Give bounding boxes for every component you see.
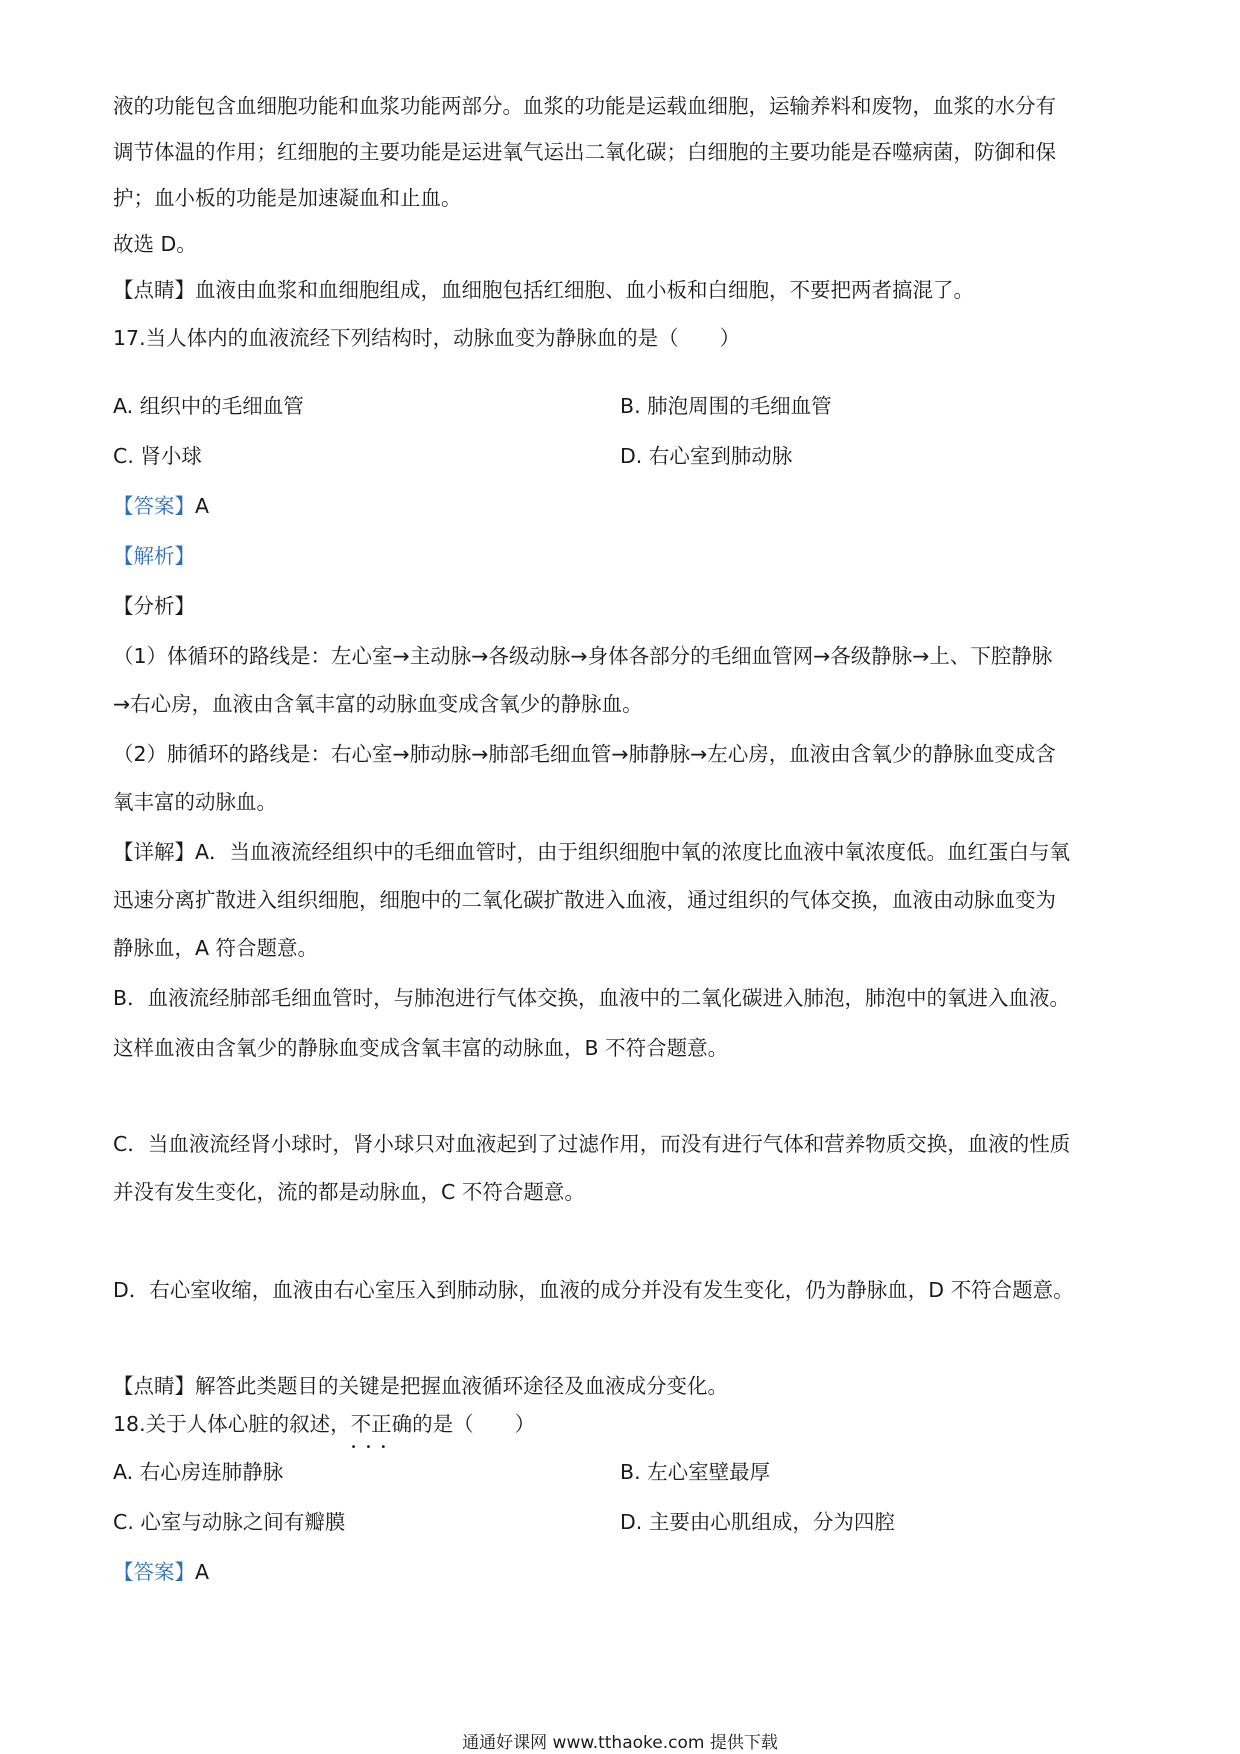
answer-tag: 【答案】 (113, 494, 195, 518)
text-line: 液的功能包含血细胞功能和血浆功能两部分。血浆的功能是运载血细胞，运输养料和废物，血浆的水分有 (113, 94, 1056, 118)
emphasis-word: 不正确 (350, 1412, 413, 1436)
question-17: 17.当人体内的血液流经下列结构时，动脉血变为静脉血的是（ ） (113, 326, 741, 350)
analysis-tag: 【解析】 (113, 544, 195, 568)
option-17-b: B. 肺泡周围的毛细血管 (620, 394, 832, 418)
fenxi-tag: 【分析】 (113, 594, 195, 618)
answer-17 (113, 492, 209, 520)
option-17-d: D. 右心室到肺动脉 (620, 444, 793, 468)
comment-line: 【点睛】血液由血浆和血细胞组成，血细胞包括红细胞、血小板和白细胞，不要把两者搞混了。 (113, 278, 974, 302)
option-18-c: C. 心室与动脉之间有瓣膜 (113, 1510, 346, 1534)
option-17-a: A. 组织中的毛细血管 (113, 394, 304, 418)
text-line: B．血液流经肺部毛细血管时，与肺泡进行气体交换，血液中的二氧化碳进入肺泡，肺泡中的氧进入血液。 (113, 986, 1071, 1010)
answer-18 (113, 1558, 209, 1586)
emphasis-dots: ••• (350, 1442, 396, 1453)
text-line: 静脉血，A 符合题意。 (113, 936, 319, 960)
text-line: （2）肺循环的路线是：右心室→肺动脉→肺部毛细血管→肺静脉→左心房，血液由含氧少的静脉血变成含 (113, 742, 1056, 766)
emphasis-text (350, 1412, 413, 1453)
option-18-a: A. 右心房连肺静脉 (113, 1460, 284, 1484)
answer-value: A (195, 1560, 210, 1584)
comment-line: 【点睛】解答此类题目的关键是把握血液循环途径及血液成分变化。 (113, 1374, 728, 1398)
text-line: 这样血液由含氧少的静脉血变成含氧丰富的动脉血，B 不符合题意。 (113, 1036, 729, 1060)
text-line: D．右心室收缩，血液由右心室压入到肺动脉，血液的成分并没有发生变化，仍为静脉血，D 不符合题意。 (113, 1278, 1074, 1302)
question-18 (113, 1410, 536, 1453)
question-18-prefix: 18.关于人体心脏的叙述， (113, 1412, 351, 1436)
option-18-b: B. 左心室壁最厚 (620, 1460, 771, 1484)
page-footer: 通通好课网 www.tthaoke.com 提供下载 (462, 1733, 778, 1753)
option-18-d: D. 主要由心肌组成，分为四腔 (620, 1510, 895, 1534)
text-line: （1）体循环的路线是：左心室→主动脉→各级动脉→身体各部分的毛细血管网→各级静脉→上、下腔静脉 (113, 644, 1053, 668)
text-line: 氧丰富的动脉血。 (113, 790, 277, 814)
question-18-suffix: 的是（ ） (412, 1412, 536, 1436)
text-line: 迅速分离扩散进入组织细胞，细胞中的二氧化碳扩散进入血液，通过组织的气体交换，血液由动脉血变为 (113, 888, 1056, 912)
text-line: →右心房，血液由含氧丰富的动脉血变成含氧少的静脉血。 (113, 692, 643, 716)
answer-value: A (195, 494, 210, 518)
option-17-c: C. 肾小球 (113, 444, 202, 468)
answer-tag: 【答案】 (113, 1560, 195, 1584)
text-line: 故选 D。 (113, 232, 197, 256)
text-line: 调节体温的作用；红细胞的主要功能是运进氧气运出二氧化碳；白细胞的主要功能是吞噬病菌，防御和保 (113, 140, 1056, 164)
text-line: 【详解】A．当血液流经组织中的毛细血管时，由于组织细胞中氧的浓度比血液中氧浓度低。血红蛋白与氧 (113, 840, 1071, 864)
text-line: 护；血小板的功能是加速凝血和止血。 (113, 186, 462, 210)
text-line: 并没有发生变化，流的都是动脉血，C 不符合题意。 (113, 1180, 585, 1204)
text-line: C．当血液流经肾小球时，肾小球只对血液起到了过滤作用，而没有进行气体和营养物质交换，血液的性质 (113, 1132, 1071, 1156)
